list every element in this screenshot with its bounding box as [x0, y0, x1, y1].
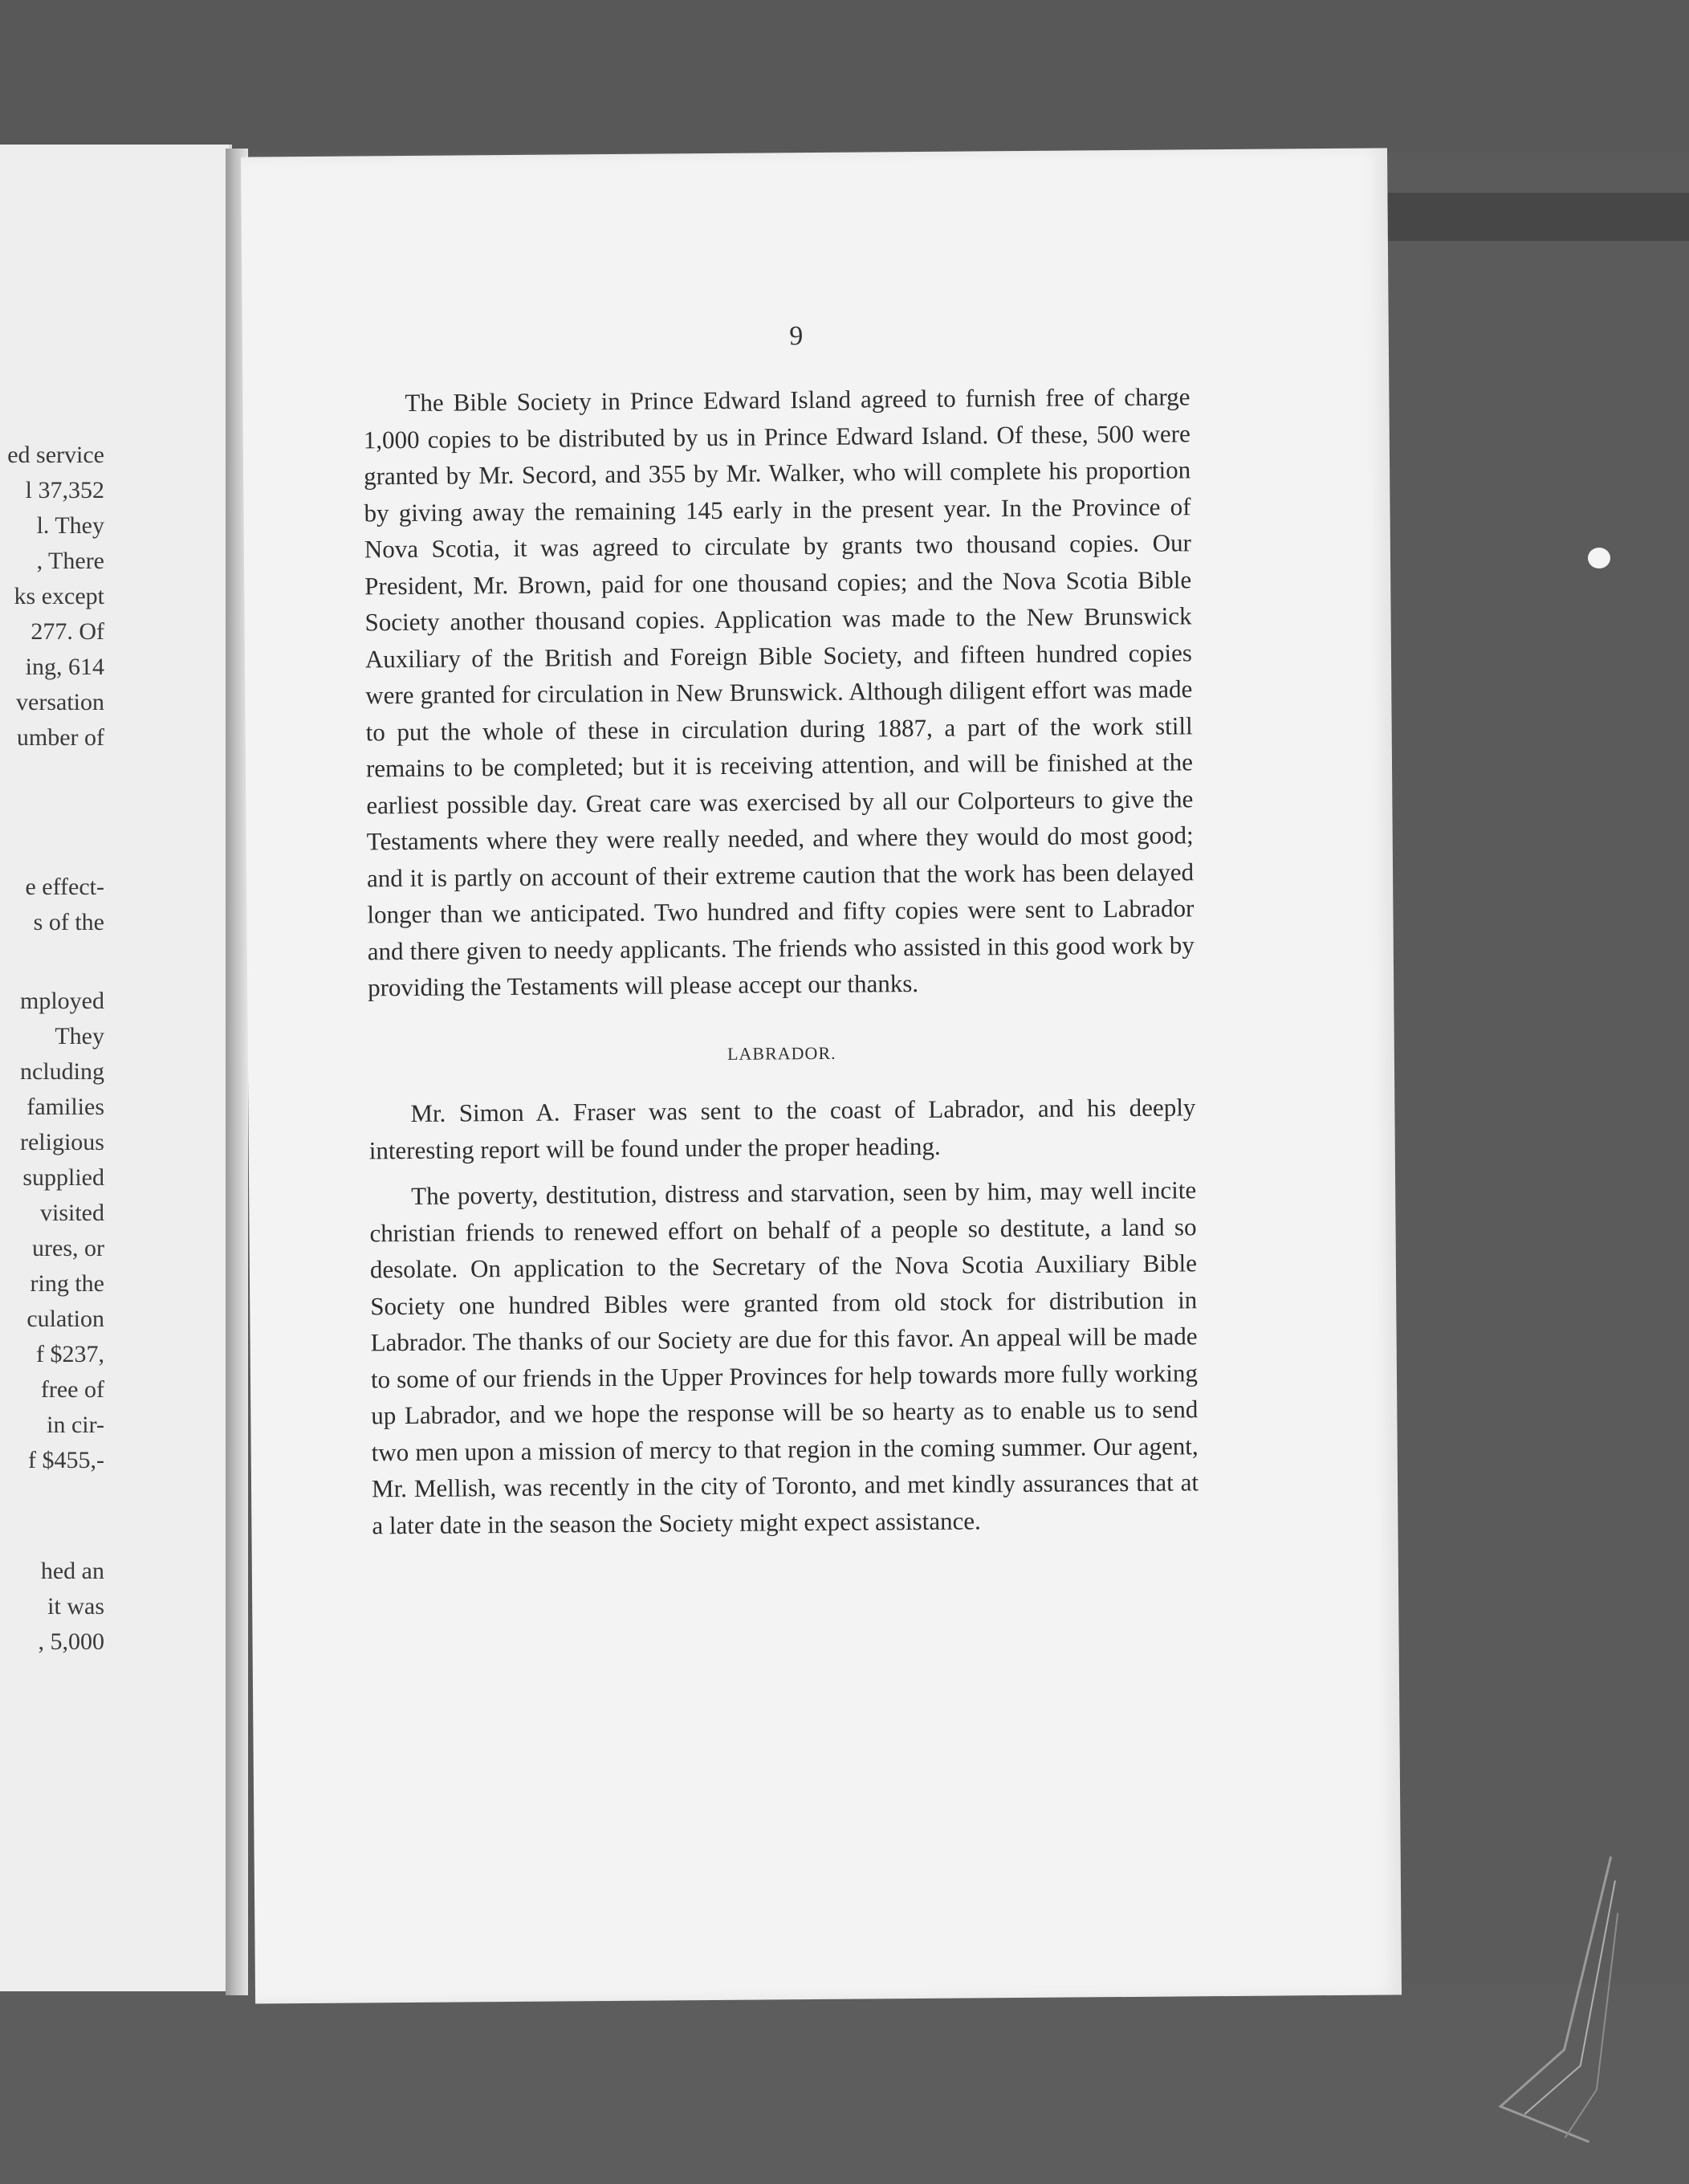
left-fragment-line: ring the — [30, 1270, 104, 1297]
left-fragment-line: l 37,352 — [25, 477, 104, 503]
body-paragraph: The poverty, destitution, distress and starvation, seen by him, may well incite christian friends to renewed effort on behalf of a people so destitute, a land so desolate. On application to the Secretary of the Nova Scotia Auxiliary Bible Society one hundred Bibles were granted from old stock for distribution in Labrador. The thanks of our Society are due for this favor. An appeal will be made to some of our friends in the Upper Provinces for help towards more fully working up Labrador, and we hope the response will be so hearty as to enable us to send two men upon a mission of mercy to that region in the coming summer. Our agent, Mr. Mellish, was recently in the city of Toronto, and met kindly assurances that at a later date in the season the Society might expect assistance. — [369, 1176, 1199, 1539]
scan-speck — [1588, 548, 1610, 568]
body-paragraph: Mr. Simon A. Fraser was sent to the coast of Labrador, and his deeply interesting report will be found under the proper heading. — [368, 1093, 1196, 1164]
left-fragment-line: ing, 614 — [25, 654, 104, 680]
left-fragment-line: versation — [16, 689, 104, 715]
left-fragment-line: supplied — [22, 1164, 104, 1191]
left-fragment-line: umber of — [16, 724, 104, 751]
left-fragment-line: free of — [40, 1376, 104, 1403]
left-fragment-line: , 5,000 — [38, 1628, 104, 1655]
left-fragment-line: it was — [47, 1593, 104, 1620]
left-fragment-line: ed service — [7, 442, 104, 468]
page-number: 9 — [789, 321, 804, 352]
left-fragment-line: e effect- — [25, 874, 104, 900]
left-fragment-line: f $455,- — [28, 1447, 104, 1473]
main-page — [241, 148, 1402, 2003]
left-fragment-line: hed an — [40, 1558, 104, 1584]
left-fragment-line: religious — [20, 1129, 104, 1155]
torn-corner-mark — [1491, 1848, 1622, 2146]
left-fragment-line: f $237, — [36, 1341, 104, 1367]
left-fragment-line: l. They — [36, 512, 104, 539]
left-fragment-line: culation — [26, 1306, 104, 1332]
left-fragment-line: s of the — [33, 909, 104, 935]
left-fragment-line: ks except — [14, 583, 104, 609]
body-paragraph: The Bible Society in Prince Edward Island agreed to furnish free of charge 1,000 copies to be distributed by us in Prince Edward Island. Of these, 500 were granted by Mr. Secord, and 355 by Mr. Walker, who will complete his proportion by giving away the remaining 145 early in the present year. In the Province of Nova Scotia, it was agreed to circulate by grants two thousand copies. Our President, Mr. Brown, paid for one thousand copies; and the Nova Scotia Bible Society another thousand copies. Application was made to the New Brunswick Auxiliary of the British and Foreign Bible Society, and fifteen hundred copies were granted for circulation in New Brunswick. Although diligent effort was made to put the whole of these in circulation during 1887, a part of the work still remains to be completed; but it is receiving attention, and will be finished at the earliest possible day. Great care was exercised by all our Colporteurs to give the Testaments where they were really needed, and where they would do most good; and it is partly on account of their extreme caution that the work has been delayed longer than we anticipated. Two hundred and fifty copies were sent to Labrador and there given to needy applicants. The friends who assisted in this good work by providing the Testaments will please accept our thanks. — [363, 382, 1195, 1002]
left-fragment-line: 277. Of — [31, 618, 104, 645]
left-fragment-line: families — [26, 1094, 104, 1120]
left-fragment-line: in cir- — [47, 1412, 104, 1438]
left-fragment-line: ncluding — [20, 1058, 104, 1085]
left-fragment-line: They — [55, 1023, 104, 1049]
left-fragment-line: , There — [36, 548, 104, 574]
page-body — [363, 378, 1199, 1543]
scan-background-top — [0, 0, 1689, 153]
left-fragment-line: ures, or — [32, 1235, 104, 1261]
section-heading: LABRADOR. — [726, 1042, 836, 1064]
scan-background-bottom — [0, 1983, 1689, 2184]
scan-background-band — [1365, 193, 1689, 241]
left-fragment-line: mployed — [20, 988, 104, 1014]
facing-page-fragment — [0, 145, 232, 1991]
left-fragment-line: visited — [40, 1200, 104, 1226]
